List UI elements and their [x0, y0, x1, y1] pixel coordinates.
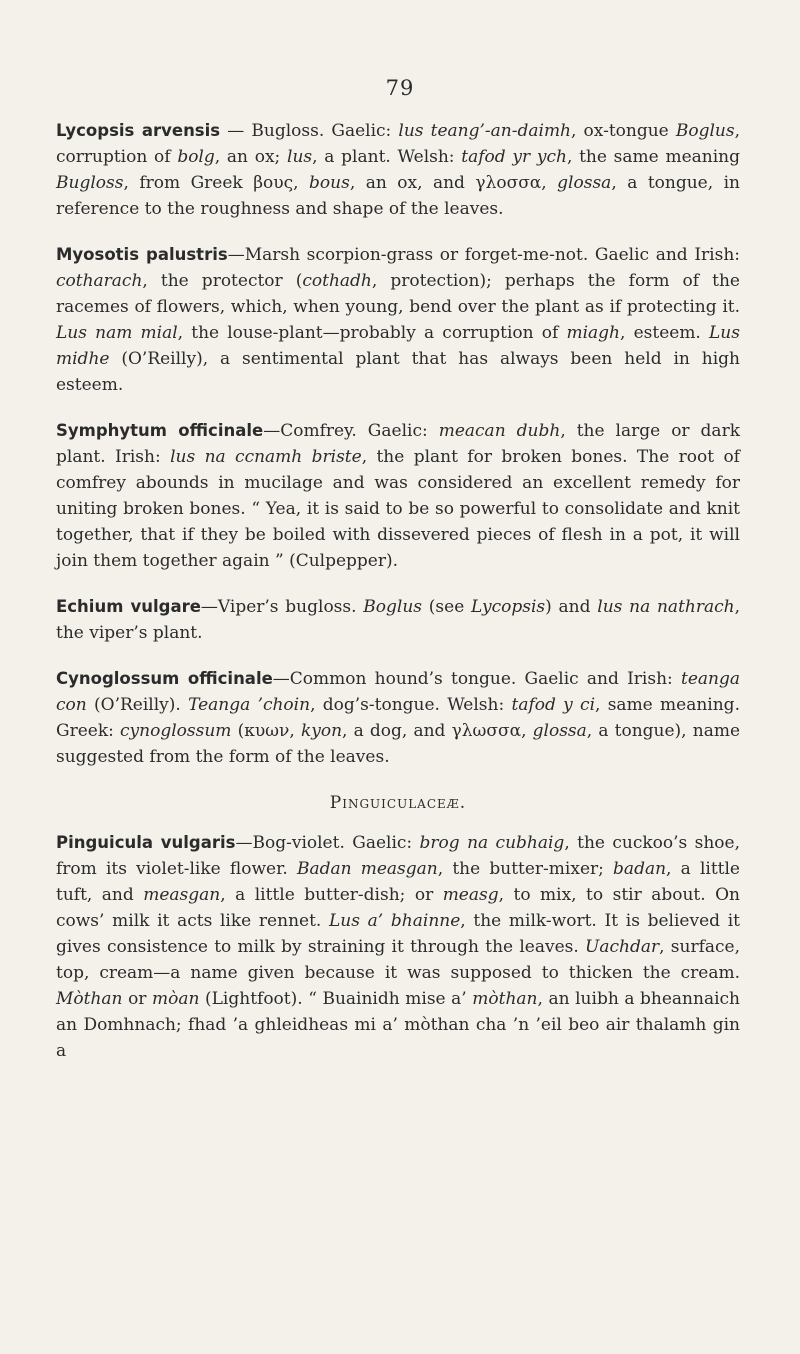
- entry-text: , the louse-plant—probably a corruption of: [177, 323, 567, 343]
- entry-text: , the same meaning: [566, 147, 740, 167]
- italic-term: cynoglossum: [120, 721, 232, 741]
- entry: [56, 242, 740, 398]
- italic-term: miagh: [566, 323, 620, 343]
- entry: [56, 830, 740, 1064]
- italic-term: glossa: [557, 173, 612, 193]
- italic-term: badan: [613, 859, 667, 879]
- entry-text: , the viper’s plant.: [56, 597, 740, 643]
- entry-text: , surface, top, cream—a name given because it was supposed to thicken the cream.: [56, 937, 740, 983]
- italic-term: Mòthan: [56, 989, 123, 1009]
- entry-text: , to mix, to stir about. On cows’ milk it acts like rennet.: [56, 885, 740, 931]
- italic-term: mòan: [152, 989, 200, 1009]
- entry: [56, 418, 740, 574]
- italic-term: cothadh: [302, 271, 372, 291]
- italic-term: Lus nam mial: [56, 323, 178, 343]
- entry-text: —Common hound’s tongue. Gaelic and Irish:: [272, 669, 681, 689]
- entry-text: , the protector (: [142, 271, 303, 291]
- entry-text: , an ox, and γλοσσα,: [349, 173, 558, 193]
- italic-term: Badan measgan: [296, 859, 438, 879]
- entry-text: , the plant for broken bones. The root of comfrey abounds in mucilage and was considered an excellent remedy for uniting broken bones. “ Yea, it is said to be so powerful to consolidate and knit together, that if they be boiled with dissevered pieces of flesh in a pot, it will join them together again ” (Culpepper).: [56, 447, 740, 571]
- entry-species-name: Symphytum officinale: [56, 421, 264, 440]
- entry-text: (κυων,: [231, 721, 301, 741]
- italic-term: bous: [309, 173, 350, 193]
- italic-term: tafod yr ych: [461, 147, 567, 167]
- entry-text: , a tongue), name suggested from the form of the leaves.: [56, 721, 741, 767]
- entry-species-name: Echium vulgare: [56, 597, 201, 616]
- entry-text: — Bugloss. Gaelic:: [220, 121, 399, 141]
- entry-text: , corruption of: [56, 121, 740, 167]
- entry-species-name: Pinguicula vulgaris: [56, 833, 236, 852]
- entry-text: —Comfrey. Gaelic:: [263, 421, 439, 441]
- entry-text: , the cuckoo’s shoe, from its violet-like flower.: [56, 833, 741, 879]
- italic-term: mòthan: [472, 989, 538, 1009]
- entry: [56, 594, 740, 646]
- italic-term: bolg: [177, 147, 215, 167]
- entry-text: , an luibh a bheannaich an Domhnach; fhad ’a ghleidheas mi a’ mòthan cha ’n ’eil beo air thalamh gin a: [56, 989, 740, 1061]
- entry-text: (O’Reilly).: [86, 695, 189, 715]
- entry-text: —Marsh scorpion-grass or forget-me-not. Gaelic and Irish:: [227, 245, 740, 265]
- italic-term: Uachdar: [585, 937, 660, 957]
- italic-term: lus na ccnamh briste: [170, 447, 362, 467]
- italic-term: Lus a’ bhainne: [329, 911, 461, 931]
- italic-term: glossa: [532, 721, 587, 741]
- entry-species-name: Myosotis palustris: [56, 245, 228, 264]
- entry-text: , the butter-mixer;: [437, 859, 614, 879]
- entry-species-name: Cynoglossum officinale: [56, 669, 273, 688]
- italic-term: brog na cubhaig: [419, 833, 565, 853]
- section-heading: Pinguiculaceæ.: [329, 793, 467, 813]
- italic-term: Teanga ’choin: [188, 695, 311, 715]
- entry-text: , an ox;: [214, 147, 288, 167]
- entry-text: , dog’s-tongue. Welsh:: [310, 695, 512, 715]
- entry-text: —Bog-violet. Gaelic:: [235, 833, 420, 853]
- italic-term: meacan dubh: [438, 421, 561, 441]
- entry-species-name: Lycopsis arvensis: [56, 121, 221, 140]
- entry-text: , from Greek βους,: [123, 173, 310, 193]
- entry-text: , a little butter-dish; or: [220, 885, 443, 905]
- entry-text: , a little tuft, and: [56, 859, 740, 905]
- entry-text: (see: [422, 597, 472, 617]
- entry-text: , a tongue, in reference to the roughness and shape of the leaves.: [56, 173, 740, 219]
- entry-text: , esteem.: [620, 323, 710, 343]
- entry-text: , same meaning. Greek:: [56, 695, 740, 741]
- entry: [56, 118, 740, 222]
- italic-term: lus: [287, 147, 313, 167]
- italic-term: Boglus: [363, 597, 423, 617]
- entry-text: —Viper’s bugloss.: [200, 597, 364, 617]
- page-number: 79: [385, 76, 415, 100]
- entry-text: (O’Reilly), a sentimental plant that has always been held in high esteem.: [56, 349, 740, 395]
- entry-text: , ox-tongue: [571, 121, 676, 141]
- italic-term: lus na nathrach: [597, 597, 735, 617]
- italic-term: kyon: [300, 721, 343, 741]
- entry-text: or: [122, 989, 152, 1009]
- italic-term: cotharach: [56, 271, 143, 291]
- italic-term: teanga con: [56, 669, 740, 715]
- entry-text: , the milk-wort. It is believed it gives consistence to milk by straining it through the leaves.: [56, 911, 740, 957]
- entry-text: (Lightfoot). “ Buainidh mise a’: [199, 989, 473, 1009]
- entries-list-2: [56, 830, 740, 1064]
- entry-text: , protection); perhaps the form of the racemes of flowers, which, when young, bend over the plant as if protecting it.: [56, 271, 740, 317]
- italic-term: Lus midhe: [56, 323, 740, 369]
- entry-text: , a dog, and γλωσσα,: [342, 721, 533, 741]
- entries-list: [56, 118, 740, 770]
- entry-text: , a plant. Welsh:: [312, 147, 462, 167]
- page-content: [56, 118, 740, 1084]
- italic-term: Boglus: [675, 121, 735, 141]
- italic-term: measgan: [143, 885, 221, 905]
- italic-term: Lycopsis: [471, 597, 546, 617]
- entry-text: , the large or dark plant. Irish:: [56, 421, 740, 467]
- italic-term: lus teang’-an-daimh: [398, 121, 572, 141]
- italic-term: tafod y ci: [511, 695, 596, 715]
- italic-term: measg: [442, 885, 499, 905]
- entry-text: ) and: [545, 597, 598, 617]
- entry: [56, 666, 740, 770]
- italic-term: Bugloss: [56, 173, 124, 193]
